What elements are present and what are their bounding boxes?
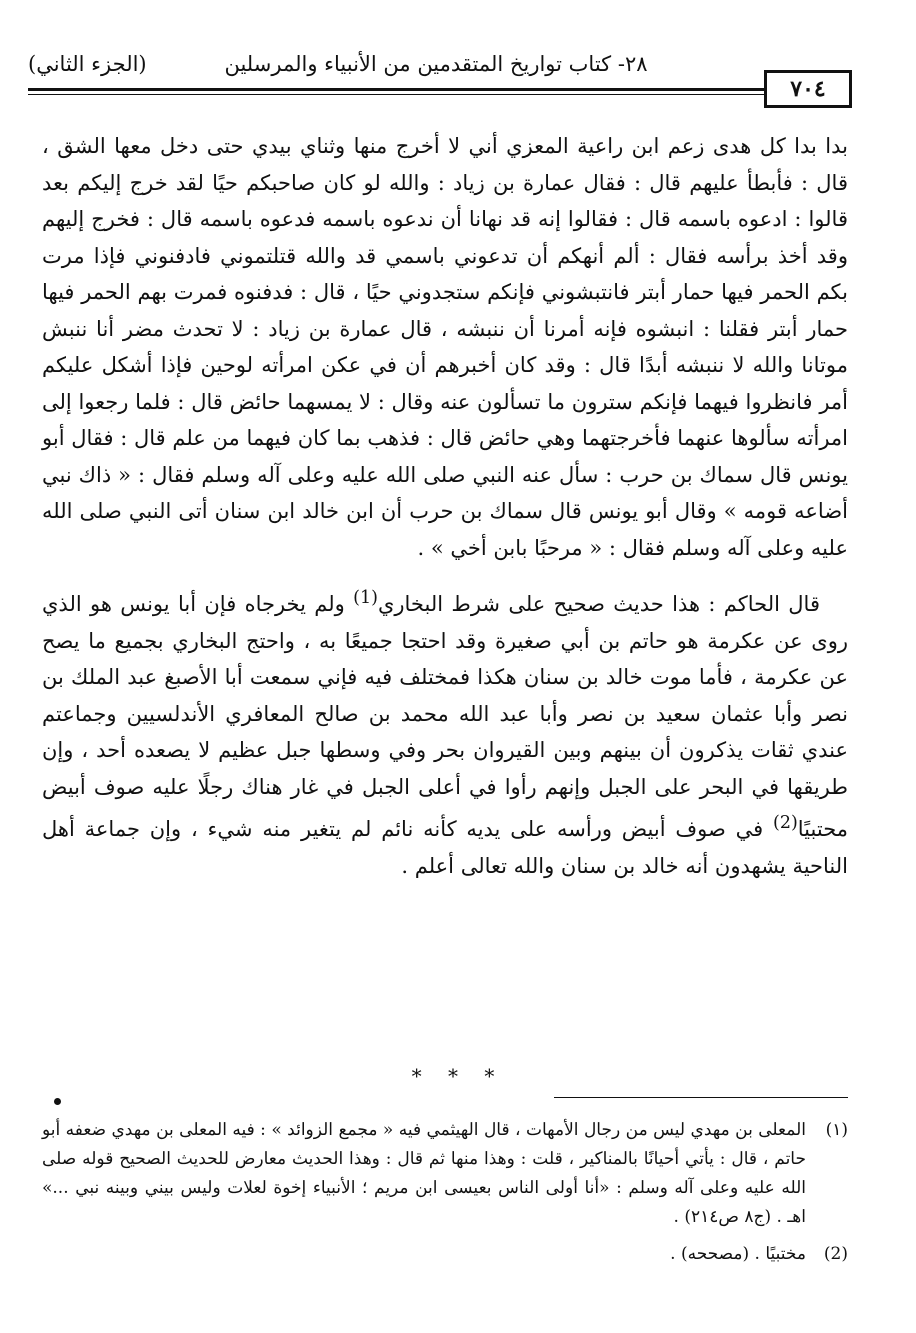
header-rule <box>28 88 764 91</box>
footnote-1 <box>42 1116 848 1232</box>
book-title: ٢٨- كتاب تواريخ المتقدمين من الأنبياء والمرسلين <box>224 52 648 76</box>
footnote-number: (١) <box>825 1120 848 1140</box>
footnote-ref-2[interactable]: (2) <box>772 813 798 833</box>
paragraph-2-end: في صوف أبيض ورأسه على يديه كأنه نائم لم يتغير منه شيء ، وإن جماعة أهل الناحية يشهدون أنه خالد بن سنان والله تعالى أعلم . <box>42 817 848 878</box>
footnote-number: (2) <box>823 1244 848 1264</box>
paragraph-1: بدا بدا كل هدى زعم ابن راعية المعزي أني لا أخرج منها وثناي بيدي حتى دخل معها الشق ، قال : فأبطأ عليهم قال : فقال عمارة بن زياد : والله لو كان صاحبكم حيًا لقد خرج إليكم بعد قالوا : ادعوه باسمه قال : فقالوا إنه قد نهانا أن ندعوه باسمه فدعوه باسمه قال : فخرج إليهم وقد أخذ برأسه فقال : ألم أنهكم أن تدعوني باسمي قد والله قتلتموني فادفنوني فإذا مرت بكم الحمر فيها حمار أبتر فانتبشوني فإنكم ستجدوني حيًا ، قال : فدفنوه فمرت بهم الحمر فيها حمار أبتر فقلنا : انبشوه فإنه أمرنا أن ننبشه ، قال عمارة بن زياد : لا تحدث مضر أنا ننبش موتانا والله لا ننبشه أبدًا قال : وقد كان أخبرهم أن في عكن امرأته لوحين فإذا أشكل عليكم أمر فانظروا فيهما فإنكم سترون ما تسألون عنه وقال : لا يمسهما حائض قال : فلما رجعوا إلى امرأته سألوها عنهما فأخرجتهما وهي حائض قال : فذهب بما كان فيهما من علم قال : فقال أبو يونس قال سماك بن حرب : سأل عنه النبي صلى الله عليه وعلى آله وسلم فقال : « ذاك نبي أضاعه قومه » وقال أبو يونس قال سماك بن حرب أن ابن خالد ابن سنان أتى النبي صلى الله عليه وعلى آله وسلم فقال : « مرحبًا بابن أخي » . <box>42 134 848 560</box>
header-rule-thin <box>28 94 764 95</box>
footnote-ref-1[interactable]: (1) <box>353 588 378 608</box>
footnotes <box>42 1116 848 1277</box>
paragraph-2-middle: ولم يخرجاه فإن أبا يونس هو الذي روى عن عكرمة هو حاتم بن أبي صغيرة وقد احتجا جميعًا به ، واحتج البخاري بجميع ما يصح عن عكرمة ، فأما موت خالد بن سنان هكذا فمختلف فيه فإني سمعت أبا الأصبغ عبد الملك بن نصر وأبا عثمان سعيد بن نصر وأبا عبد الله محمد بن صالح المعافري الأندلسيين وجماعتم عندي ثقات يذكرون أن بينهم وبين القيروان بحر وفي وسطها جبل عظيم لا يصعده أحد ، وإن طريقها في البحر على الجبل وإنهم رأوا في أعلى الجبل في غار هناك رجلًا عليه صوف أبيض محتبيًا <box>42 592 848 841</box>
main-text <box>42 128 848 898</box>
paragraph-2-start: قال الحاكم : هذا حديث صحيح على شرط البخاري <box>377 592 820 616</box>
page-number: ٧٠٤ <box>764 70 852 108</box>
section-separator: * * * <box>411 1064 505 1088</box>
footnote-rule <box>554 1097 848 1098</box>
running-header <box>28 52 844 88</box>
part-label: (الجزء الثاني) <box>28 52 147 76</box>
footnote-text: المعلى بن مهدي ليس من رجال الأمهات ، قال الهيثمي فيه « مجمع الزوائد » : فيه المعلى بن مهدي ضعفه أبو حاتم ، قال : يأتي أحيانًا بالمناكير ، قلت : وهذا منها ثم قال : وهذا الحديث معارض للحديث الصحيح قوله صلى الله عليه وعلى آله وسلم : «أنا أولى الناس بعيسى ابن مريم ؛ الأنبياء إخوة لعلات وليس بيني وبينه نبي ...» اهـ . (ج٨ ص٢١٤) . <box>42 1120 806 1227</box>
footnote-2 <box>42 1240 848 1269</box>
footnote-text: مختبيًا . (مصححه) . <box>670 1244 806 1264</box>
paragraph-2 <box>42 580 848 884</box>
stray-dot <box>54 1098 61 1105</box>
